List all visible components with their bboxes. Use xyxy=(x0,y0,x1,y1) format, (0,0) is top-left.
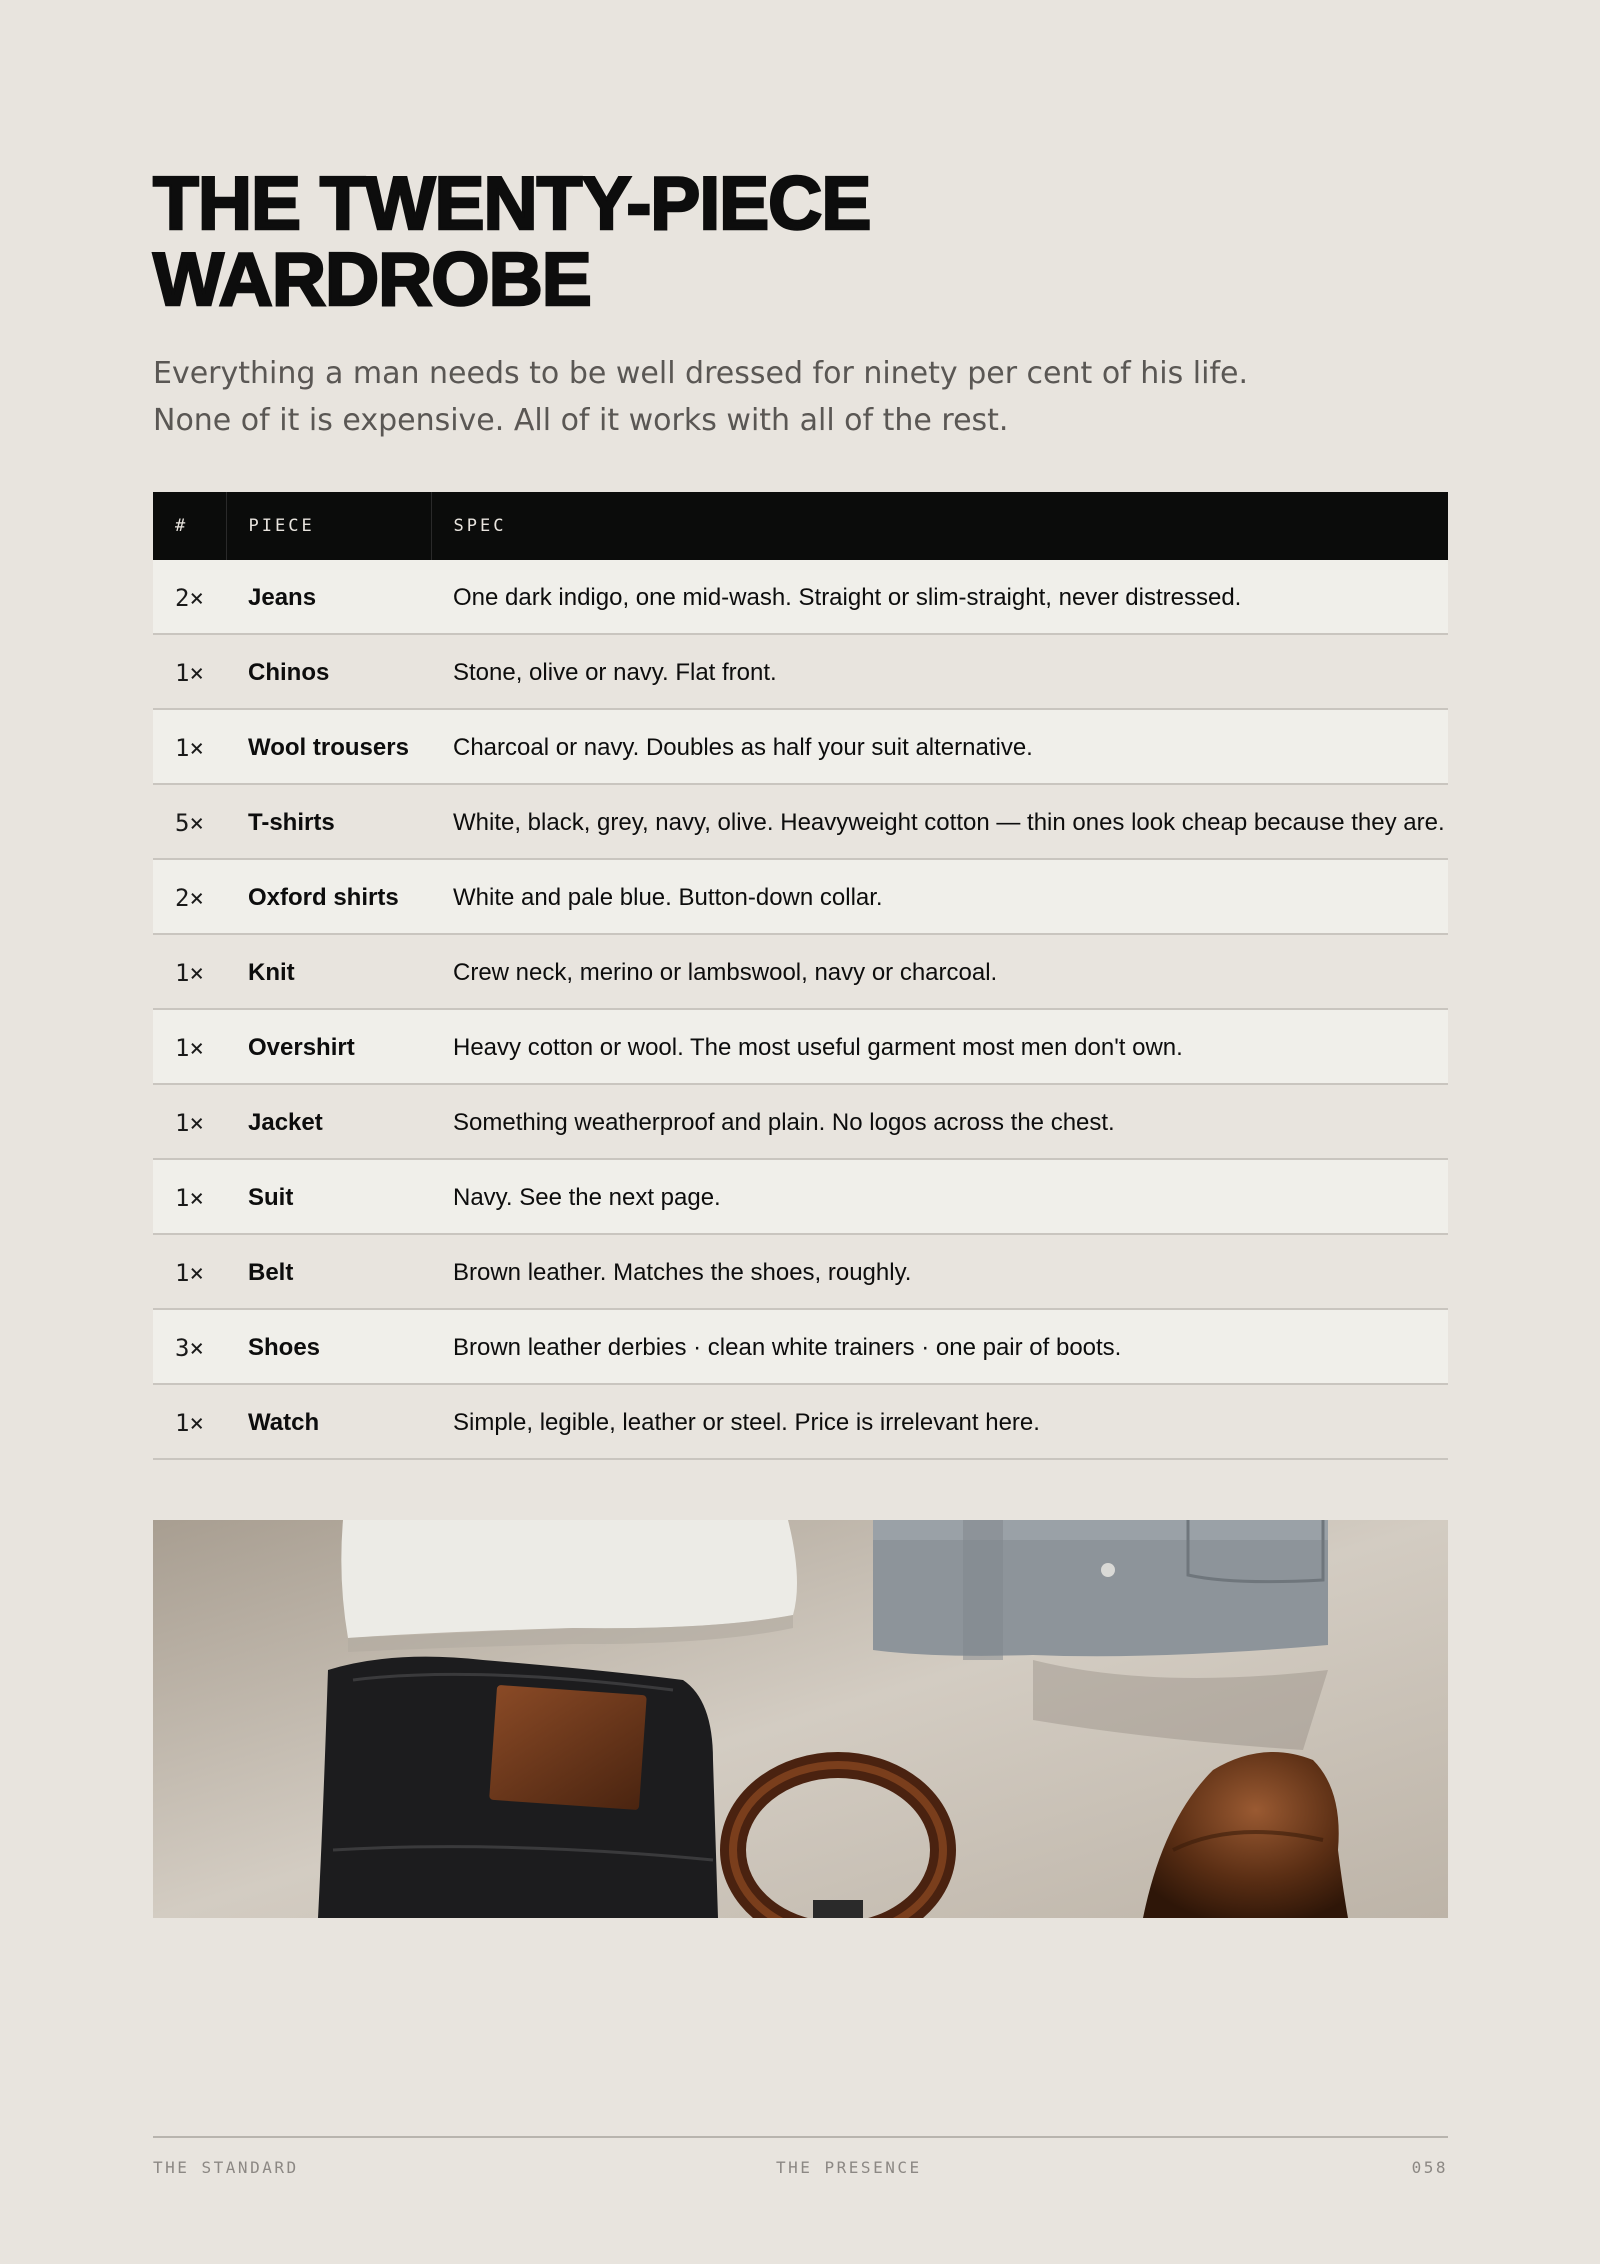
row-piece: Oxford shirts xyxy=(248,884,399,911)
table-row xyxy=(153,784,1448,859)
row-piece: Wool trousers xyxy=(248,734,409,761)
table-row xyxy=(153,934,1448,1009)
table-row xyxy=(153,634,1448,709)
row-piece: Chinos xyxy=(248,659,330,686)
row-quantity: 1× xyxy=(175,1109,204,1137)
row-spec: Simple, legible, leather or steel. Price is irrelevant here. xyxy=(453,1409,1040,1436)
column-header-number: # xyxy=(153,492,226,560)
row-piece: Shoes xyxy=(248,1334,321,1361)
row-spec: One dark indigo, one mid-wash. Straight or slim-straight, never distressed. xyxy=(453,584,1242,611)
footer-rule xyxy=(153,2136,1448,2138)
row-spec: Brown leather. Matches the shoes, roughly. xyxy=(453,1259,912,1286)
table-row xyxy=(153,1009,1448,1084)
intro-paragraph: Everything a man needs to be well dressed for ninety per cent of his life. None of it is expensive. All of it works with all of the rest. xyxy=(153,356,1249,438)
row-quantity: 1× xyxy=(175,1259,204,1287)
row-spec: Navy. See the next page. xyxy=(453,1184,721,1211)
row-quantity: 5× xyxy=(175,809,204,837)
table-row xyxy=(153,1084,1448,1159)
row-piece: Jeans xyxy=(248,584,317,611)
flatlay-photo xyxy=(153,1520,1448,1918)
row-quantity: 1× xyxy=(175,1034,204,1062)
column-header-spec: SPEC xyxy=(453,516,507,536)
table-row xyxy=(153,1309,1448,1384)
row-piece: Suit xyxy=(248,1184,294,1211)
jeans-leather-patch xyxy=(489,1685,647,1810)
row-spec: Crew neck, merino or lambswool, navy or charcoal. xyxy=(453,959,998,986)
page-title: THE TWENTY-PIECE WARDROBE xyxy=(153,161,871,321)
row-quantity: 1× xyxy=(175,959,204,987)
table-row xyxy=(153,1384,1448,1459)
row-piece: T-shirts xyxy=(248,809,335,836)
row-quantity: 1× xyxy=(175,1409,204,1437)
row-quantity: 1× xyxy=(175,1184,204,1212)
flatlay-illustration xyxy=(153,1520,1448,1918)
table-row xyxy=(153,859,1448,934)
row-quantity: 2× xyxy=(175,884,204,912)
white-tshirt-shape xyxy=(341,1520,797,1638)
blue-shirt-shape xyxy=(873,1520,1328,1656)
row-spec: Charcoal or navy. Doubles as half your suit alternative. xyxy=(453,734,1033,761)
row-quantity: 1× xyxy=(175,734,204,762)
table-header xyxy=(153,492,1448,560)
table-row xyxy=(153,1159,1448,1234)
wardrobe-table xyxy=(153,492,1448,1460)
row-piece: Overshirt xyxy=(248,1034,355,1061)
column-header-piece: PIECE xyxy=(226,492,431,560)
row-quantity: 3× xyxy=(175,1334,204,1362)
footer-section: THE PRESENCE xyxy=(776,2158,922,2177)
row-spec: White and pale blue. Button-down collar. xyxy=(453,884,883,911)
row-quantity: 2× xyxy=(175,584,204,612)
row-spec: Something weatherproof and plain. No logos across the chest. xyxy=(453,1109,1115,1136)
table-row xyxy=(153,560,1448,634)
row-spec: Heavy cotton or wool. The most useful garment most men don't own. xyxy=(453,1034,1183,1061)
row-piece: Belt xyxy=(248,1259,294,1286)
footer-publication: THE STANDARD xyxy=(153,2158,299,2177)
row-piece: Watch xyxy=(248,1409,320,1436)
row-piece: Jacket xyxy=(248,1109,323,1136)
table-row xyxy=(153,709,1448,784)
row-spec: White, black, grey, navy, olive. Heavyweight cotton — thin ones look cheap because they are. xyxy=(453,809,1445,836)
footer-page-number: 058 xyxy=(1411,2158,1448,2177)
row-spec: Brown leather derbies · clean white trainers · one pair of boots. xyxy=(453,1334,1122,1361)
row-quantity: 1× xyxy=(175,659,204,687)
table-row xyxy=(153,1234,1448,1309)
row-piece: Knit xyxy=(248,959,295,986)
row-spec: Stone, olive or navy. Flat front. xyxy=(453,659,777,686)
